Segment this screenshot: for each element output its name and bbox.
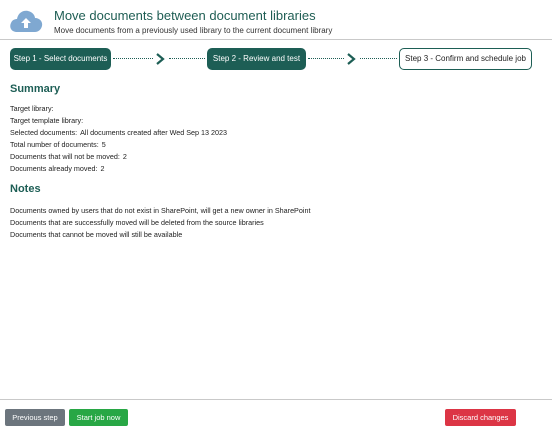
summary-value: 5 (101, 140, 106, 149)
previous-step-button[interactable]: Previous step (5, 409, 65, 426)
footer-divider (0, 399, 552, 400)
summary-label: Documents already moved: (10, 164, 98, 173)
summary-label: Target template library: (10, 116, 84, 125)
chevron-right-icon (153, 51, 167, 67)
summary-row-already-moved (10, 164, 105, 173)
step-connector (169, 58, 205, 60)
step-2-review-and-test[interactable]: Step 2 - Review and test (207, 48, 306, 70)
summary-heading: Summary (10, 83, 61, 95)
page-header (0, 0, 552, 40)
note-line: Documents owned by users that do not exist in SharePoint, will get a new owner in SharePoint (10, 206, 311, 215)
step-1-select-documents[interactable]: Step 1 - Select documents (10, 48, 111, 70)
summary-row-selected-documents (10, 128, 227, 137)
page-title: Move documents between document libraries (54, 8, 316, 23)
summary-value: All documents created after Wed Sep 13 2023 (80, 128, 228, 137)
step-connector (308, 58, 344, 60)
summary-label: Documents that will not be moved: (10, 152, 120, 161)
summary-row-target-library (10, 104, 57, 113)
wizard-steps (0, 48, 552, 72)
notes-heading: Notes (10, 183, 41, 195)
cloud-upload-icon (9, 8, 43, 34)
summary-row-not-moved (10, 152, 127, 161)
discard-changes-button[interactable]: Discard changes (445, 409, 516, 426)
step-connector (113, 58, 153, 60)
chevron-right-icon (344, 51, 358, 67)
summary-value: 2 (122, 152, 127, 161)
summary-label: Selected documents: (10, 128, 78, 137)
summary-row-total-documents (10, 140, 106, 149)
note-line: Documents that are successfully moved will be deleted from the source libraries (10, 218, 264, 227)
summary-label: Target library: (10, 104, 54, 113)
step-3-confirm-and-schedule[interactable]: Step 3 - Confirm and schedule job (399, 48, 532, 70)
summary-value: 2 (100, 164, 105, 173)
header-divider (0, 39, 552, 40)
summary-label: Total number of documents: (10, 140, 99, 149)
step-connector (360, 58, 397, 60)
page-subtitle: Move documents from a previously used library to the current document library (54, 26, 333, 35)
summary-row-target-template-library (10, 116, 86, 125)
start-job-now-button[interactable]: Start job now (69, 409, 128, 426)
note-line: Documents that cannot be moved will still be available (10, 230, 183, 239)
